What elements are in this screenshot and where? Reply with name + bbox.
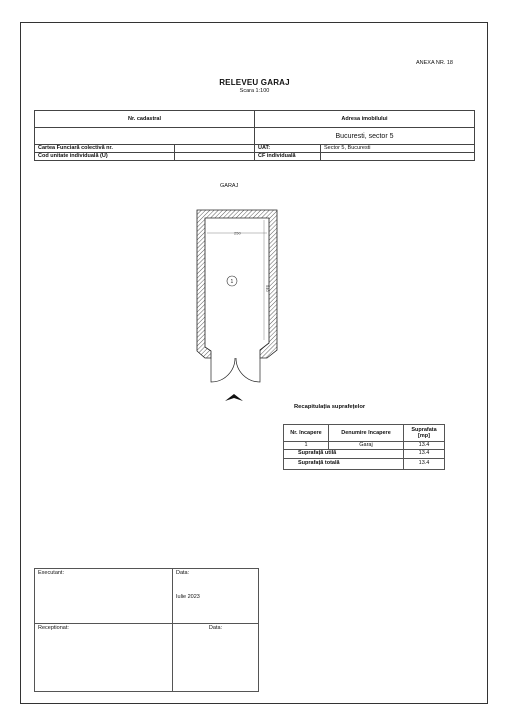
garage-floor-plan — [190, 200, 290, 410]
nr-cadastral-value — [35, 128, 255, 145]
dimension-length: 540 — [265, 285, 270, 292]
total-area-value: 13.4 — [404, 458, 445, 469]
recap-row-area: 13.4 — [404, 442, 445, 450]
entrance-arrow-icon — [225, 394, 243, 401]
plan-label: GARAJ — [220, 183, 239, 189]
data-value-1: Iulie 2023 — [176, 594, 200, 600]
adresa-label: Adresa imobilului — [255, 111, 475, 128]
recap-header-suprafata: Suprafata [mp] — [404, 425, 445, 442]
executant-label: Executant: — [38, 570, 64, 576]
recap-header-nr: Nr. încapere — [284, 425, 329, 442]
total-area-label: Suprafață totală — [284, 458, 404, 469]
cf-individuala-label: CF individuală — [255, 153, 321, 161]
uat-value: Sector 5, Bucuresti — [321, 145, 475, 153]
cod-unitate-label: Cod unitate individuală (U) — [35, 153, 175, 160]
recap-row-nr: 1 — [284, 442, 329, 450]
header-table — [34, 110, 475, 161]
room-number: 1 — [230, 279, 234, 285]
receptionat-cell — [35, 624, 173, 692]
signature-table — [34, 568, 259, 692]
nr-cadastral-label: Nr. cadastral — [35, 111, 255, 128]
carte-funciara-value — [175, 145, 254, 152]
annex-number: ANEXA NR. 18 — [416, 60, 453, 66]
carte-funciara-row — [35, 145, 255, 153]
recap-row-name: Garaj — [329, 442, 404, 450]
recap-title: Recapitulația suprafețelor — [294, 404, 366, 410]
recap-table — [283, 424, 445, 470]
table-row — [284, 442, 445, 450]
data-label-2: Data: — [208, 625, 223, 631]
document-scale: Scara 1:100 — [239, 88, 270, 94]
adresa-value: Bucuresti, sector 5 — [255, 128, 475, 145]
useful-area-label: Suprafață utilă — [284, 449, 404, 458]
recap-header-denumire: Denumire încapere — [329, 425, 404, 442]
receptionat-label: Receptionat: — [38, 625, 69, 631]
door-swing — [211, 358, 260, 382]
dimension-width: 250 — [234, 230, 241, 236]
data-cell-2 — [173, 624, 259, 692]
executant-cell — [35, 569, 173, 624]
useful-area-value: 13.4 — [404, 449, 445, 458]
data-cell-1 — [173, 569, 259, 624]
cf-individuala-value — [321, 153, 475, 161]
uat-label: UAT: — [255, 145, 321, 153]
data-label-1: Data: — [176, 570, 190, 576]
carte-funciara-label: Cartea Funciară colectivă nr. — [35, 145, 175, 152]
cod-unitate-value — [175, 153, 254, 160]
document-title: RELEVEU GARAJ — [219, 78, 290, 87]
cod-unitate-row — [35, 153, 255, 161]
